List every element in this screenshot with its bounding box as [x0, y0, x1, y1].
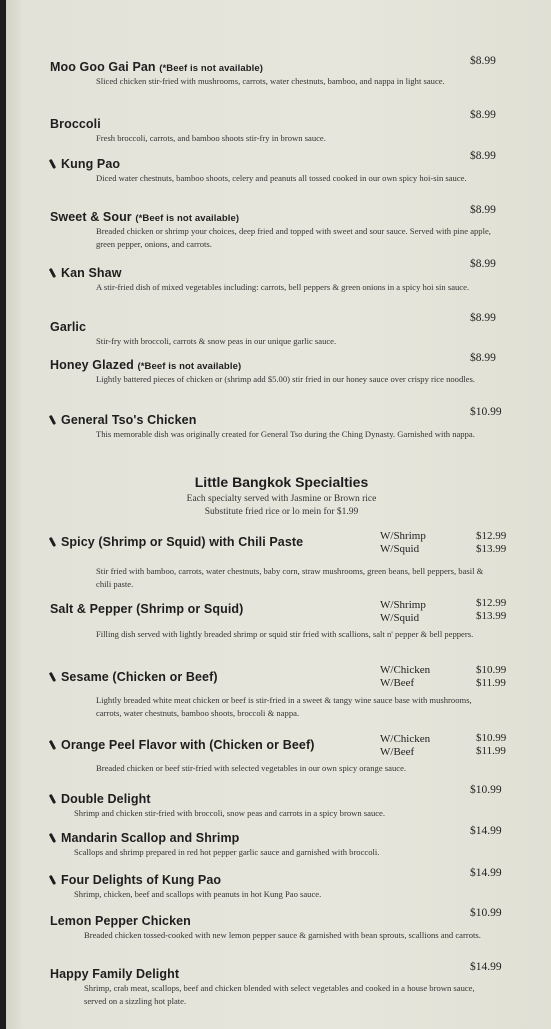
item-name: Moo Goo Gai Pan [50, 60, 156, 74]
menu-item-double-delight [50, 792, 506, 820]
item-option-price-1: $10.99 [476, 732, 507, 744]
item-name: Mandarin Scallop and Shrimp [61, 831, 240, 845]
item-price: $8.99 [470, 204, 496, 216]
item-description: This memorable dish was originally created for General Tso during the Ching Dynasty. Garnished with nappa. [96, 429, 475, 439]
item-description: Filling dish served with lightly breaded shrimp or squid stir fried with scallions, salt n' pepper & bell peppers. [96, 629, 474, 639]
item-title [50, 320, 506, 334]
item-name: Kung Pao [61, 157, 121, 171]
spicy-pepper-icon [50, 671, 59, 682]
item-description: Stir-fry with broccoli, carrots & snow peas in our unique garlic sauce. [96, 336, 337, 346]
item-note: (*Beef is not available) [137, 361, 242, 372]
spicy-pepper-icon [50, 536, 59, 547]
item-title [50, 60, 506, 74]
item-title [50, 831, 506, 845]
item-name: Honey Glazed [50, 358, 134, 372]
item-name: Lemon Pepper Chicken [50, 914, 191, 928]
menu-item-sweet-and-sour [50, 210, 506, 250]
menu-item-lemon-pepper-chicken [50, 914, 506, 942]
menu-item-kan-shaw [50, 266, 506, 294]
menu-item-happy-family-delight [50, 967, 506, 1007]
item-title [50, 157, 506, 171]
item-name: Spicy (Shrimp or Squid) with Chili Paste [61, 535, 304, 549]
menu-item-garlic [50, 320, 506, 348]
menu-item-general-tsos-chicken [50, 413, 506, 441]
menu-item-spicy-shrimp-or-squid [50, 535, 506, 590]
item-description: Breaded chicken or shrimp your choices, deep fried and topped with sweet and sour sauce. Served with pine apple, green pepper, onions, and carrots. [96, 226, 491, 249]
item-title [50, 210, 506, 224]
item-option-2: W/Squid [380, 612, 420, 624]
item-option-price-2: $13.99 [476, 543, 507, 555]
item-description: Shrimp, crab meat, scallops, beef and chicken blended with select vegetables and cooked in a house brown sauce, served on a sizzling hot plate. [84, 983, 475, 1006]
item-title [50, 914, 506, 928]
item-price: $8.99 [470, 109, 496, 121]
item-description: Sliced chicken stir-fried with mushrooms, carrots, water chestnuts, bamboo, and nappa in light sauce. [96, 76, 445, 86]
item-option-1: W/Chicken [380, 733, 431, 745]
item-title [50, 670, 506, 684]
item-option-2: W/Squid [380, 543, 420, 555]
item-price: $8.99 [470, 352, 496, 364]
item-name: Garlic [50, 320, 87, 334]
spicy-pepper-icon [50, 414, 59, 425]
menu-item-orange-peel-flavor [50, 738, 506, 775]
item-name: Orange Peel Flavor with (Chicken or Beef) [61, 738, 315, 752]
item-option-1: W/Shrimp [380, 599, 426, 611]
item-name: Double Delight [61, 792, 151, 806]
item-title [50, 358, 506, 372]
section-subtitle-substitute: Substitute fried rice or lo mein for $1.99 [204, 507, 359, 517]
item-description: Scallops and shrimp prepared in red hot pepper garlic sauce and garnished with broccoli. [74, 847, 380, 857]
spicy-pepper-icon [50, 874, 59, 885]
item-price: $8.99 [470, 55, 496, 67]
spicy-pepper-icon [50, 793, 59, 804]
item-price: $10.99 [470, 406, 502, 418]
item-title [50, 873, 506, 887]
item-title [50, 266, 506, 280]
item-description: Lightly battered pieces of chicken or (shrimp add $5.00) stir fried in our honey sauce over crispy rice noodles. [96, 374, 475, 384]
item-title [50, 535, 506, 549]
item-name: Broccoli [50, 117, 101, 131]
menu-item-four-delights-of-kung-pao [50, 873, 506, 901]
menu-item-honey-glazed [50, 358, 506, 386]
item-price: $14.99 [470, 825, 502, 837]
item-description: Lightly breaded white meat chicken or beef is stir-fried in a sweet & tangy wine sauce base with mushrooms, carrots, water chestnuts, bamboo shoots, broccoli & nappa. [96, 695, 472, 718]
item-option-price-2: $11.99 [476, 677, 506, 689]
item-price: $14.99 [470, 961, 502, 973]
item-description: Breaded chicken tossed-cooked with new lemon pepper sauce & garnished with bean sprouts, scallions and carrots. [84, 930, 481, 940]
menu-item-sesame [50, 670, 506, 719]
section-title: Little Bangkok Specialties [194, 474, 369, 490]
menu-item-mandarin-scallop-and-shrimp [50, 831, 506, 859]
item-note: (*Beef is not available) [159, 63, 264, 74]
item-name: Four Delights of Kung Pao [61, 873, 222, 887]
item-name: General Tso's Chicken [61, 413, 197, 427]
menu-item-salt-and-pepper [50, 602, 506, 641]
item-title [50, 602, 506, 616]
item-option-price-1: $12.99 [476, 597, 507, 609]
item-option-price-1: $12.99 [476, 530, 507, 542]
item-price: $10.99 [470, 784, 502, 796]
item-name: Sweet & Sour [50, 210, 132, 224]
item-option-2: W/Beef [380, 677, 415, 689]
spicy-pepper-icon [50, 739, 59, 750]
menu-item-broccoli [50, 117, 506, 145]
item-description: Breaded chicken or beef stir-fried with selected vegetables in our own spicy orange sauce. [96, 763, 407, 773]
item-description: Shrimp, chicken, beef and scallops with peanuts in hot Kung Pao sauce. [74, 889, 322, 899]
menu-item-kung-pao [50, 157, 506, 185]
item-description: Shrimp and chicken stir-fried with broccoli, snow peas and carrots in a spicy brown sauce. [74, 808, 386, 818]
item-price: $10.99 [470, 907, 502, 919]
item-option-2: W/Beef [380, 746, 415, 758]
item-note: (*Beef is not available) [135, 213, 240, 224]
spicy-pepper-icon [50, 832, 59, 843]
item-name: Happy Family Delight [50, 967, 180, 981]
spicy-pepper-icon [50, 158, 59, 169]
item-description: Stir fried with bamboo, carrots, water chestnuts, baby corn, straw mushrooms, green beans, bell peppers, basil & chili paste. [96, 566, 484, 589]
item-title [50, 117, 506, 131]
item-option-1: W/Shrimp [380, 530, 426, 542]
item-name: Salt & Pepper (Shrimp or Squid) [50, 602, 244, 616]
menu-item-moo-goo-gai-pan [50, 60, 506, 88]
item-option-price-1: $10.99 [476, 664, 507, 676]
item-option-1: W/Chicken [380, 664, 431, 676]
item-price: $8.99 [470, 150, 496, 162]
item-price: $8.99 [470, 312, 496, 324]
item-price: $8.99 [470, 258, 496, 270]
item-name: Kan Shaw [61, 266, 122, 280]
item-title [50, 967, 506, 981]
section-subtitle-rice: Each specialty served with Jasmine or Brown rice [186, 494, 377, 504]
item-description: Fresh broccoli, carrots, and bamboo shoots stir-fry in brown sauce. [96, 133, 326, 143]
item-option-price-2: $11.99 [476, 745, 506, 757]
item-title [50, 413, 506, 427]
spicy-pepper-icon [50, 267, 59, 278]
item-price: $14.99 [470, 867, 502, 879]
item-description: A stir-fried dish of mixed vegetables including: carrots, bell peppers & green onions in a spicy hoi sin sauce. [96, 282, 470, 292]
item-option-price-2: $13.99 [476, 610, 507, 622]
item-description: Diced water chestnuts, bamboo shoots, celery and peanuts all tossed cooked in our own spicy hoi-sin sauce. [96, 173, 467, 183]
item-title [50, 792, 506, 806]
item-title [50, 738, 506, 752]
item-name: Sesame (Chicken or Beef) [61, 670, 218, 684]
